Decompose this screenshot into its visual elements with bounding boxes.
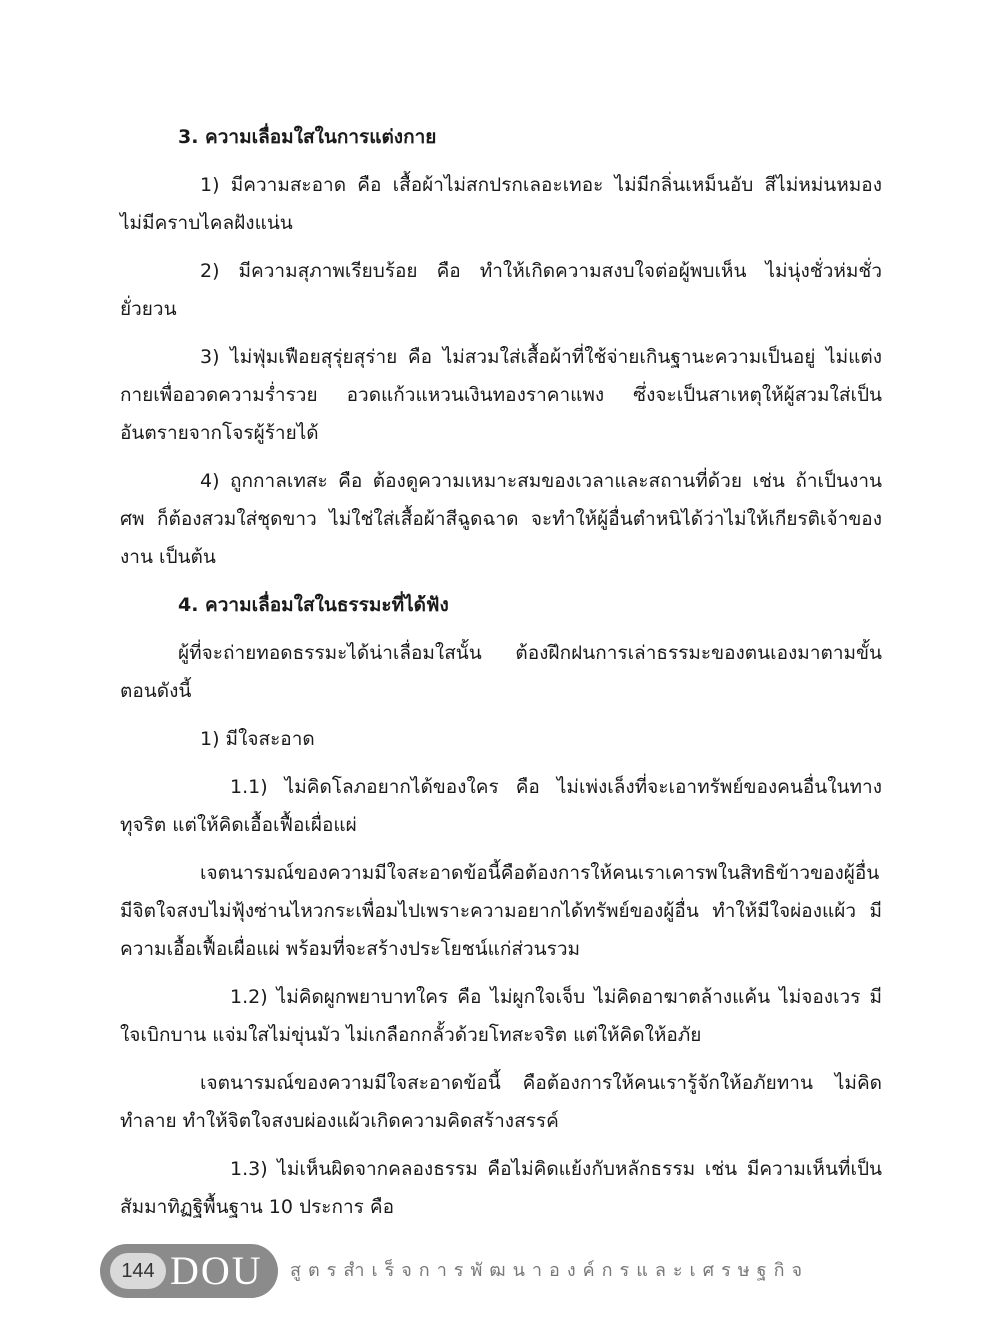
dou-logo: DOU [170,1248,263,1293]
page-content [120,118,882,1236]
section-3-heading: 3. ความเลื่อมใสในการแต่งกาย [178,126,437,148]
section-4-item-1-2-note: เจตนารมณ์ของความมีใจสะอาดข้อนี้ คือต้องการให้คนเรารู้จักให้อภัยทาน ไม่คิดทำลาย ทำให้จิตใจสงบผ่องแผ้วเกิดความคิดสร้างสรรค์ [120,1072,882,1132]
section-4-item-1-3: 1.3) ไม่เห็นผิดจากคลองธรรม คือไม่คิดแย้งกับหลักธรรม เช่น มีความเห็นที่เป็นสัมมาทิฏฐิพื้นฐาน 10 ประการ คือ [120,1158,882,1218]
page-footer [100,1244,900,1298]
section-3-item-1: 1) มีความสะอาด คือ เสื้อผ้าไม่สกปรกเลอะเทอะ ไม่มีกลิ่นเหม็นอับ สีไม่หม่นหมอง ไม่มีคราบไคลฝังแน่น [120,174,882,234]
section-4-heading: 4. ความเลื่อมใสในธรรมะที่ได้ฟัง [178,594,449,616]
footer-badge [100,1244,278,1298]
section-3-item-4: 4) ถูกกาลเทสะ คือ ต้องดูความเหมาะสมของเวลาและสถานที่ด้วย เช่น ถ้าเป็นงานศพ ก็ต้องสวมใส่ชุดขาว ไม่ใช่ใส่เสื้อผ้าสีฉูดฉาด จะทำให้ผู้อื่นตำหนิได้ว่าไม่ให้เกียรติเจ้าของงาน เป็นต้น [120,470,882,568]
section-4-item-1: 1) มีใจสะอาด [200,728,315,750]
page-number: 144 [110,1253,166,1289]
section-4-item-1-1-note: เจตนารมณ์ของความมีใจสะอาดข้อนี้คือต้องการให้คนเราเคารพในสิทธิข้าวของผู้อื่น มีจิตใจสงบไม่ฟุ้งซ่านไหวกระเพื่อมไปเพราะความอยากได้ทรัพย์ของผู้อื่น ทำให้มีใจผ่องแผ้ว มีความเอื้อเฟื้อเผื่อแผ่ พร้อมที่จะสร้างประโยชน์แก่ส่วนรวม [120,862,882,960]
section-4-item-1-2: 1.2) ไม่คิดผูกพยาบาทใคร คือ ไม่ผูกใจเจ็บ ไม่คิดอาฆาตล้างแค้น ไม่จองเวร มีใจเบิกบาน แจ่มใสไม่ขุ่นมัว ไม่เกลือกกลั้วด้วยโทสะจริต แต่ให้คิดให้อภัย [120,986,882,1046]
section-4-item-1-1: 1.1) ไม่คิดโลภอยากได้ของใคร คือ ไม่เพ่งเล็งที่จะเอาทรัพย์ของคนอื่นในทางทุจริต แต่ให้คิดเอื้อเฟื้อเผื่อแผ่ [120,776,882,836]
section-3-item-2: 2) มีความสุภาพเรียบร้อย คือ ทำให้เกิดความสงบใจต่อผู้พบเห็น ไม่นุ่งชั่วห่มชั่ว ยั่วยวน [120,260,882,320]
section-4-intro: ผู้ที่จะถ่ายทอดธรรมะได้น่าเลื่อมใสนั้น ต้องฝึกฝนการเล่าธรรมะของตนเองมาตามขั้นตอนดังนี้ [120,642,882,702]
book-title: สูตรสำเร็จการพัฒนาองค์กรและเศรษฐกิจ [290,1260,810,1281]
section-3-item-3: 3) ไม่ฟุ่มเฟือยสุรุ่ยสุร่าย คือ ไม่สวมใส่เสื้อผ้าที่ใช้จ่ายเกินฐานะความเป็นอยู่ ไม่แต่งกายเพื่ออวดความร่ำรวย อวดแก้วแหวนเงินทองราคาแพง ซึ่งจะเป็นสาเหตุให้ผู้สวมใส่เป็นอันตรายจากโจรผู้ร้ายได้ [120,346,882,444]
